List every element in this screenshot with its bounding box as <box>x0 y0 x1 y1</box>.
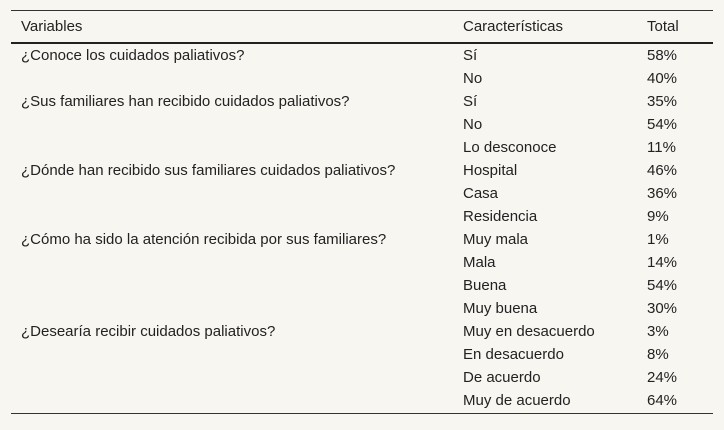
table-row <box>11 113 713 136</box>
header-row <box>11 11 713 43</box>
table-row <box>11 67 713 90</box>
cell-total: 36% <box>647 184 678 202</box>
table-row <box>11 366 713 389</box>
cell-variable <box>11 389 453 414</box>
table-header <box>11 11 713 43</box>
cell-caracteristica: No <box>463 69 483 87</box>
cell-variable <box>11 366 453 389</box>
cell-total: 24% <box>647 368 678 386</box>
cell-variable <box>11 343 453 366</box>
cell-total: 1% <box>647 230 669 248</box>
cell-variable: ¿Sus familiares han recibido cuidados paliativos? <box>21 92 350 110</box>
results-table <box>11 10 713 414</box>
table-row <box>11 389 713 414</box>
cell-caracteristica: De acuerdo <box>463 368 541 386</box>
cell-caracteristica: Muy de acuerdo <box>453 389 637 414</box>
cell-variable: ¿Conoce los cuidados paliativos? <box>21 46 245 64</box>
cell-caracteristica: Sí <box>463 92 478 110</box>
cell-caracteristica: Casa <box>463 184 499 202</box>
cell-variable <box>11 182 453 205</box>
cell-caracteristica: Buena <box>463 276 507 294</box>
cell-total: 35% <box>647 92 678 110</box>
header-caracteristicas: Características <box>453 11 637 43</box>
cell-variable: ¿Cómo ha sido la atención recibida por sus familiares? <box>21 230 387 248</box>
cell-total: 9% <box>647 207 669 225</box>
table-row <box>11 136 713 159</box>
cell-variable <box>11 113 453 136</box>
header-total: Total <box>637 11 713 43</box>
table-row <box>11 182 713 205</box>
cell-total: 58% <box>647 46 678 64</box>
table-body <box>11 43 713 414</box>
table-row <box>11 274 713 297</box>
cell-variable <box>11 251 453 274</box>
cell-variable <box>11 67 453 90</box>
cell-total: 46% <box>647 161 678 179</box>
cell-caracteristica: Hospital <box>463 161 518 179</box>
cell-variable <box>11 297 453 320</box>
cell-variable <box>11 136 453 159</box>
cell-total: 64% <box>637 389 713 414</box>
results-table-container <box>11 10 713 414</box>
cell-total: 3% <box>647 322 669 340</box>
cell-total: 40% <box>647 69 678 87</box>
cell-variable <box>11 274 453 297</box>
table-row <box>11 251 713 274</box>
cell-caracteristica: Residencia <box>463 207 538 225</box>
cell-variable: ¿Dónde han recibido sus familiares cuidados paliativos? <box>21 161 396 179</box>
table-row <box>11 320 713 343</box>
header-variables: Variables <box>11 11 453 43</box>
cell-caracteristica: Lo desconoce <box>463 138 557 156</box>
cell-caracteristica: Muy buena <box>463 299 538 317</box>
cell-total: 14% <box>647 253 678 271</box>
table-row <box>11 343 713 366</box>
table-row <box>11 205 713 228</box>
cell-caracteristica: Mala <box>463 253 496 271</box>
table-row <box>11 159 713 182</box>
cell-total: 54% <box>647 276 678 294</box>
cell-caracteristica: En desacuerdo <box>463 345 564 363</box>
cell-variable: ¿Desearía recibir cuidados paliativos? <box>21 322 276 340</box>
table-row <box>11 228 713 251</box>
cell-total: 11% <box>647 138 676 156</box>
table-row <box>11 43 713 67</box>
table-row <box>11 90 713 113</box>
cell-total: 30% <box>647 299 678 317</box>
cell-total: 54% <box>647 115 678 133</box>
cell-caracteristica: Muy en desacuerdo <box>463 322 595 340</box>
cell-total: 8% <box>647 345 669 363</box>
cell-variable <box>11 205 453 228</box>
cell-caracteristica: No <box>463 115 483 133</box>
cell-caracteristica: Sí <box>463 46 478 64</box>
cell-caracteristica: Muy mala <box>463 230 529 248</box>
table-row <box>11 297 713 320</box>
